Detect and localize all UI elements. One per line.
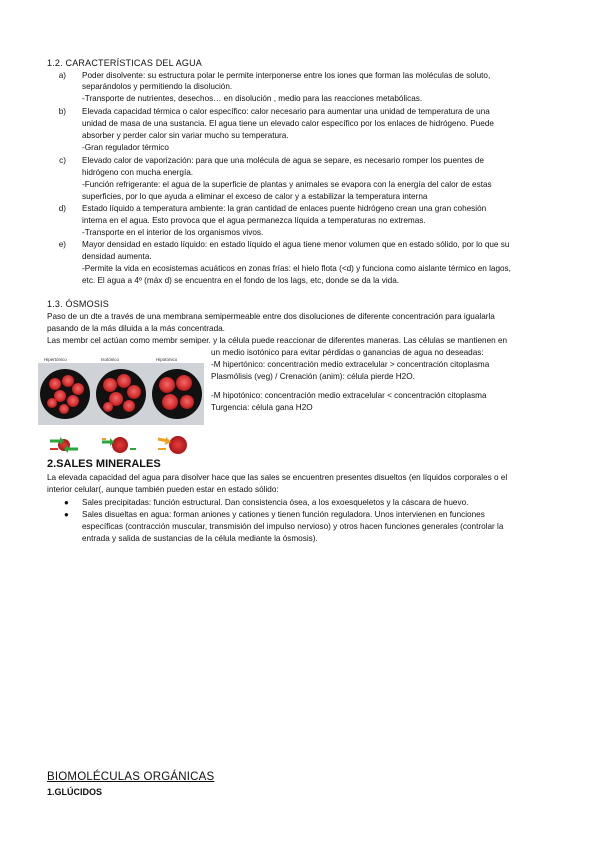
text-line: específicas (contracción muscular, transmisión del impulso nervioso) y otros hacen funciones generales (controlar la [82,522,504,531]
label-hypertonic: Hipertónico [44,357,67,362]
text-line: absorber y perder calor sin variar mucho su temperatura. [82,131,289,140]
text-line: entrada y salida de sustancias de la célula mediante la ósmosis). [82,534,318,543]
item-label: c) [59,156,66,165]
item-label: d) [58,204,66,213]
bullet-dot: ● [64,510,69,519]
text-line: Elevado calor de vaporización: para que una molécula de agua se separe, es necesario romper los puentes de [82,156,484,165]
osmosis-figure [38,357,204,465]
text-line: Elevada capacidad térmica o calor específico: calor necesario para aumentar una unidad de temperatura de una [82,107,490,116]
text-line: Sales precipitadas: función estructural. Dan consistencia ósea, a los exoesqueletos y la cáscara de huevo. [82,498,469,507]
section-title-water: 1.2. CARACTERÍSTICAS DEL AGUA [47,58,203,68]
text-line: -Permite la vida en ecosistemas acuáticos en zonas frías: el hielo flota (<d) y funciona como aislante térmico en lagos, [82,264,511,273]
text-line: -Transporte de nutrientes, desechos… en disolución , medio para las reacciones metabólicas. [82,94,423,103]
osmosis-illustration [38,357,204,465]
text-line: Plasmólisis (veg) / Crenación (anim): célula pierde H2O. [211,372,415,381]
text-line: superficies, por lo que ayuda a eliminar el exceso de calor y a estabilizar la temperatura interna [82,192,428,201]
text-line: interior celular(, aunque también pueden estar en estado sólido: [47,485,279,494]
text-line: Paso de un dte a través de una membrana semipermeable entre dos disoluciones de diferente concentración para igualarla [47,312,495,321]
text-line: Turgencia: célula gana H2O [211,403,313,412]
heading-glucids: 1.GLÚCIDOS [47,787,103,797]
dish-hypotonic [152,369,202,419]
text-line: interna en el agua. Esto provoca que el agua permanezca líquida a temperaturas no extremas. [82,216,426,225]
text-line: Poder disolvente: su estructura polar le permite interponerse entre los iones que forman las moléculas de soluto, [82,71,491,80]
text-line: Mayor densidad en estado líquido: en estado líquido el agua tiene menor volumen que en estado sólido, por lo que su [82,240,510,249]
item-label: b) [58,107,66,116]
text-line: La elevada capacidad del agua para disolver hace que las sales se encuentren presentes disueltos (en líquidos corporales o el [47,473,508,482]
text-line: pasando de la más diluida a la más concentrada. [47,324,225,333]
text-line: -Transporte en el interior de los organismos vivos. [82,228,264,237]
text-line: Las membr cel actúan como membr semiper. y la célula puede reaccionar de diferentes maneras. Las células se mantienen en [47,336,508,345]
label-isotonic: Isotónico [101,357,120,362]
item-label: a) [58,71,66,80]
text-line: un medio isotónico para evitar pérdidas o ganancias de agua no deseadas: [211,348,484,357]
text-line: -M hipotónico: concentración medio extracelular < concentración citoplasma [211,391,487,400]
text-line: Estado líquido a temperatura ambiente: la gran cantidad de enlaces puente hidrógeno crean una gran cohesión [82,204,487,213]
text-line: -M hipertónico: concentración medio extracelular > concentración citoplasma [211,360,490,369]
arrow-diagram-hypertonic [50,437,78,453]
bullet-dot: ● [64,498,69,507]
text-line: -Función refrigerante: el agua de la superficie de plantas y animales se evapora con la energía del calor de estas [82,180,492,189]
section-title-salts: 2.SALES MINERALES [47,458,161,470]
text-line: Sales disueltas en agua: forman aniones y cationes y tienen función reguladora. Unos intervienen en funciones [82,510,485,519]
text-line: hidrógeno con mucha energía. [82,168,194,177]
section-title-osmosis: 1.3. ÓSMOSIS [47,299,109,309]
text-line: unidad de masa de una sustancia. El agua tiene un elevado calor específico por los enlaces de hidrógeno. Puede [82,119,494,128]
text-line: separándolos y permitiendo la disolución. [82,82,233,91]
heading-biomolecules: BIOMOLÉCULAS ORGÁNICAS [47,771,215,783]
text-line: etc. El agua a 4º (máx d) se encuentra en el fondo de los lags, etc, donde se da la vida. [82,276,400,285]
item-label: e) [58,240,66,249]
text-line: densidad aumenta. [82,252,152,261]
text-line: -Gran regulador térmico [82,143,169,152]
label-hypotonic: Hipotónico [156,357,178,362]
arrow-diagram-hypotonic [158,436,187,454]
arrow-diagram-isotonic [102,437,136,453]
